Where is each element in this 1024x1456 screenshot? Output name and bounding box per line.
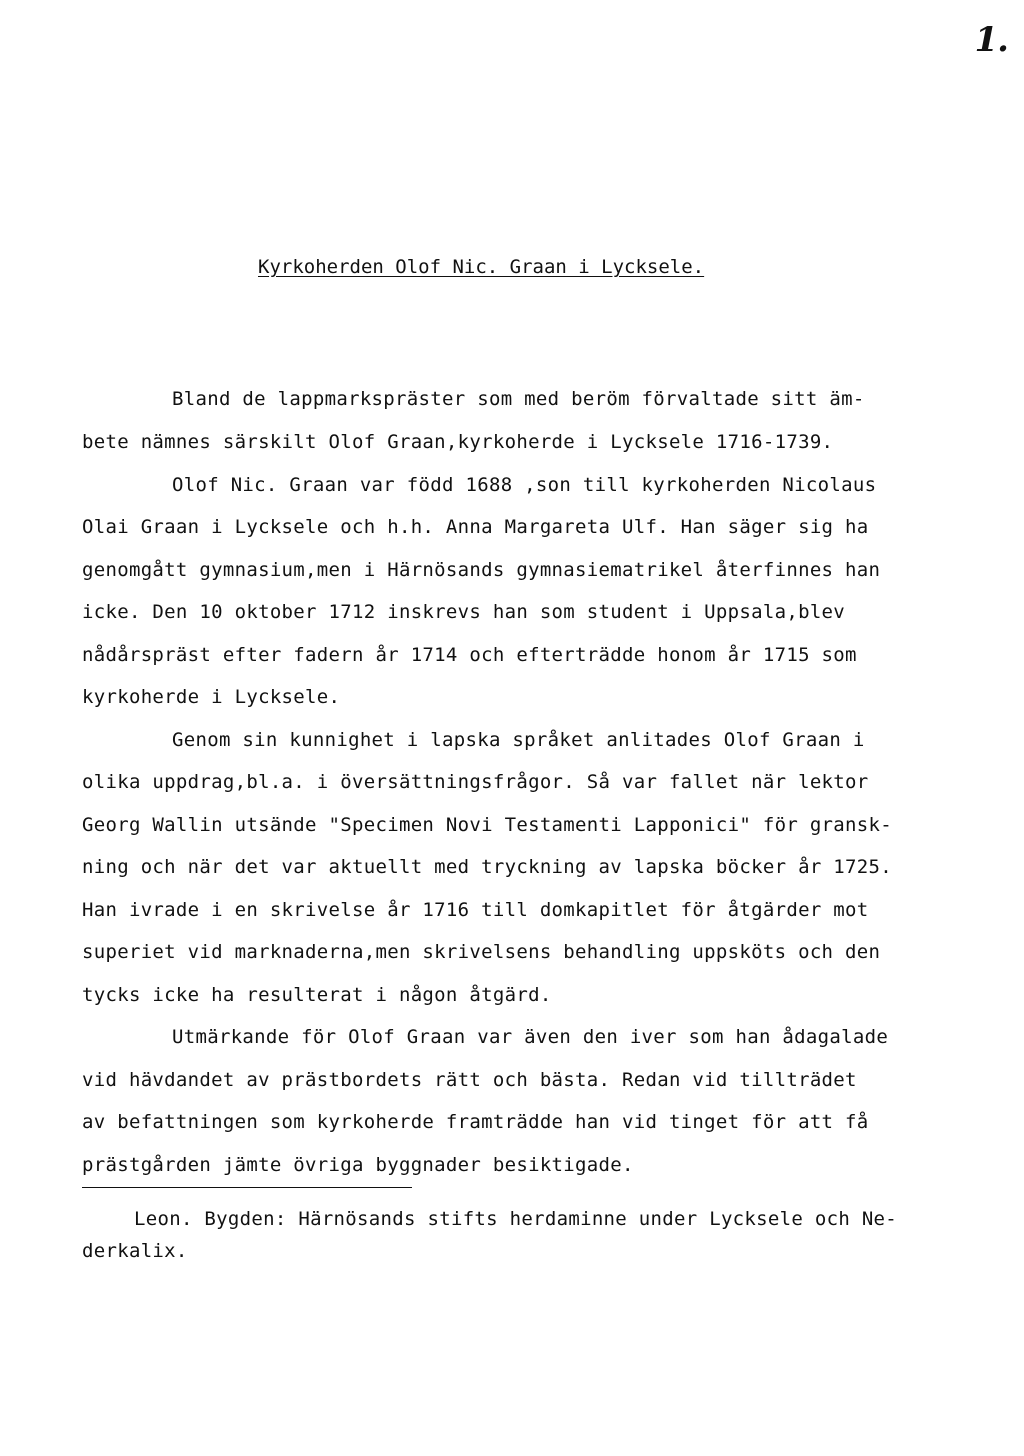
footnote-rule: [82, 1187, 412, 1188]
body-line: Han ivrade i en skrivelse år 1716 till domkapitlet för åtgärder mot: [82, 899, 869, 921]
body-line: olika uppdrag,bl.a. i översättningsfrågor. Så var fallet när lektor: [82, 771, 869, 793]
footnote-line: Leon. Bygden: Härnösands stifts herdaminne under Lycksele och Ne-: [134, 1208, 898, 1230]
page-number: 1.: [974, 20, 1008, 60]
body-line: ning och när det var aktuellt med tryckning av lapska böcker år 1725.: [82, 856, 892, 878]
body-line: Olai Graan i Lycksele och h.h. Anna Margareta Ulf. Han säger sig ha: [82, 516, 869, 538]
body-line: bete nämnes särskilt Olof Graan,kyrkoherde i Lycksele 1716-1739.: [82, 431, 834, 453]
body-line: kyrkoherde i Lycksele.: [82, 686, 341, 708]
body-line: Utmärkande för Olof Graan var även den iver som han ådagalade: [172, 1026, 889, 1048]
body-line: Bland de lappmarkspräster som med beröm förvaltade sitt äm-: [172, 388, 865, 410]
body-line: Georg Wallin utsände "Specimen Novi Testamenti Lapponici" för gransk-: [82, 814, 892, 836]
document-title: Kyrkoherden Olof Nic. Graan i Lycksele.: [258, 256, 705, 278]
body-line: nådårspräst efter fadern år 1714 och efterträdde honom år 1715 som: [82, 644, 857, 666]
body-line: prästgården jämte övriga byggnader besiktigade.: [82, 1154, 634, 1176]
body-line: Olof Nic. Graan var född 1688 ,son till kyrkoherden Nicolaus: [172, 474, 877, 496]
body-line: av befattningen som kyrkoherde framträdde han vid tinget för att få: [82, 1111, 869, 1133]
footnote-line: derkalix.: [82, 1240, 188, 1262]
body-line: genomgått gymnasium,men i Härnösands gymnasiematrikel återfinnes han: [82, 559, 881, 581]
body-line: Genom sin kunnighet i lapska språket anlitades Olof Graan i: [172, 729, 865, 751]
body-line: superiet vid marknaderna,men skrivelsens behandling uppsköts och den: [82, 941, 881, 963]
body-line: vid hävdandet av prästbordets rätt och bästa. Redan vid tillträdet: [82, 1069, 857, 1091]
body-line: tycks icke ha resulterat i någon åtgärd.: [82, 984, 552, 1006]
body-line: icke. Den 10 oktober 1712 inskrevs han som student i Uppsala,blev: [82, 601, 846, 623]
